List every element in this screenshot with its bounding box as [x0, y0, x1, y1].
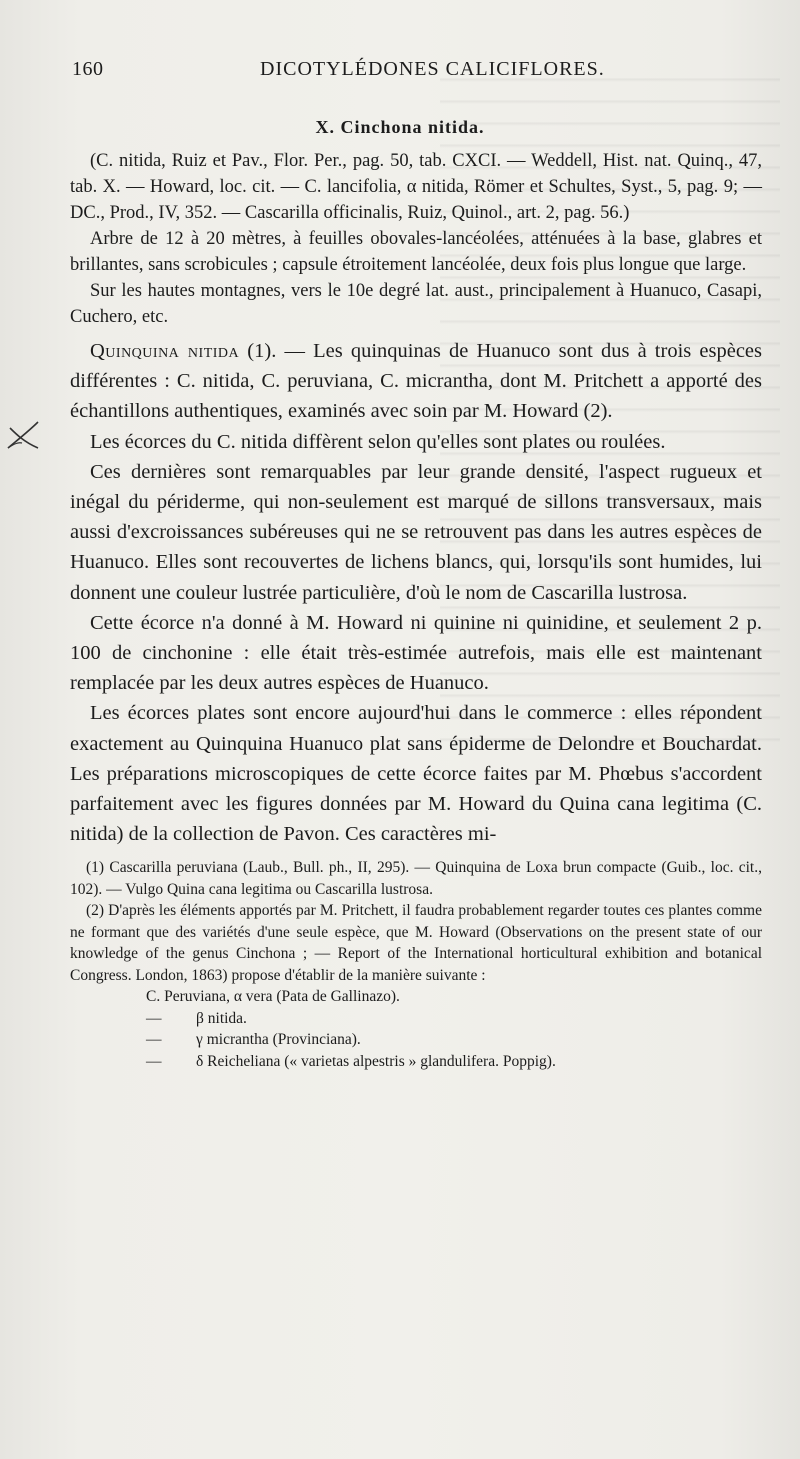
section-title: X. Cinchona nitida. — [315, 117, 485, 137]
variety-2-text: β nitida. — [196, 1009, 247, 1027]
paragraph-1-label: Quinquina nitida — [90, 340, 240, 362]
page-body — [70, 148, 762, 1072]
variety-dash: — — [146, 1009, 162, 1027]
habitat-paragraph: Sur les hautes montagnes, vers le 10e degré lat. aust., principalement à Huanuco, Casapi, Cuchero, etc. — [70, 281, 762, 327]
variety-4-text: δ Reicheliana (« varietas alpestris » glandulifera. Poppig). — [196, 1052, 556, 1070]
variety-line-4 — [146, 1051, 762, 1073]
handwritten-x-mark-icon — [4, 418, 44, 454]
paragraph-2: Les écorces du C. nitida diffèrent selon qu'elles sont plates ou roulées. — [90, 430, 666, 453]
variety-3-text: γ micrantha (Provinciana). — [196, 1031, 361, 1049]
page-number: 160 — [72, 58, 104, 80]
footnotes — [70, 857, 762, 1072]
main-text — [70, 336, 762, 849]
variety-line-2 — [146, 1008, 762, 1030]
variety-dash: — — [146, 1031, 162, 1049]
paragraph-1-text: (1). — Les quinquinas de Huanuco sont dus à trois espèces différentes : C. nitida, C. peruviana, C. micrantha, dont M. Pritchett a apporté des échantillons authentiques, examinés avec soin par M. Howard (2). — [70, 340, 763, 423]
paragraph-5: Les écorces plates sont encore aujourd'hui dans le commerce : elles répondent exactement au Quinquina Huanuco plat sans épiderme de Delondre et Bouchardat. Les préparations microscopiques de cette écorce faites par M. Phœbus s'accordent parfaitement avec les figures données par M. Howard du Quina cana legitima (C. nitida) de la collection de Pavon. Ces caractères mi- — [70, 702, 762, 846]
running-head: DICOTYLÉDONES CALICIFLORES. — [260, 58, 605, 80]
variety-line-1: C. Peruviana, α vera (Pata de Gallinazo). — [146, 988, 400, 1006]
variety-list — [146, 986, 762, 1072]
description-paragraph: Arbre de 12 à 20 mètres, à feuilles obovales-lancéolées, atténuées à la base, glabres et brillantes, sans scrobicules ; capsule étroitement lancéolée, deux fois plus longue que large. — [70, 229, 762, 275]
variety-dash: — — [146, 1052, 162, 1070]
paragraph-1 — [70, 336, 762, 427]
variety-line-3 — [146, 1029, 762, 1051]
paragraph-3: Ces dernières sont remarquables par leur grande densité, l'aspect rugueux et inégal du périderme, qui non-seulement est marqué de sillons transversaux, mais aussi d'excroissances subéreuses qui ne se retrouvent pas dans les autres espèces de Huanuco. Elles sont recouvertes de lichens blancs, qui, lorsqu'ils sont humides, lui donnent une couleur lustrée particulière, d'où le nom de Cascarilla lustrosa. — [70, 460, 762, 604]
paragraph-4: Cette écorce n'a donné à M. Howard ni quinine ni quinidine, et seulement 2 p. 100 de cinchonine : elle était très-estimée autrefois, mais elle est maintenant remplacée par les deux autres espèces de Huanuco. — [70, 611, 762, 695]
synonymy-paragraph: (C. nitida, Ruiz et Pav., Flor. Per., pag. 50, tab. CXCI. — Weddell, Hist. nat. Quinq., 47, tab. X. — Howard, loc. cit. — C. lancifolia, α nitida, Römer et Schultes, Syst., 5, pag. 9; — DC., Prod., IV, 352. — Cascarilla officinalis, Ruiz, Quinol., art. 2, pag. 56.) — [70, 151, 762, 223]
footnote-2: (2) D'après les éléments apportés par M. Pritchett, il faudra probablement regarder toutes ces plantes comme ne formant que des variétés d'une seule espèce, que M. Howard (Observations on the present state of our knowledge of the genus Cinchona ; — Report of the International horticultural exhibition and botanical Congress. London, 1863) propose d'établir de la manière suivante : — [70, 902, 762, 984]
footnote-1: (1) Cascarilla peruviana (Laub., Bull. ph., II, 295). — Quinquina de Loxa brun compacte (Guib., loc. cit., 102). — Vulgo Quina cana legitima ou Cascarilla lustrosa. — [70, 859, 762, 898]
